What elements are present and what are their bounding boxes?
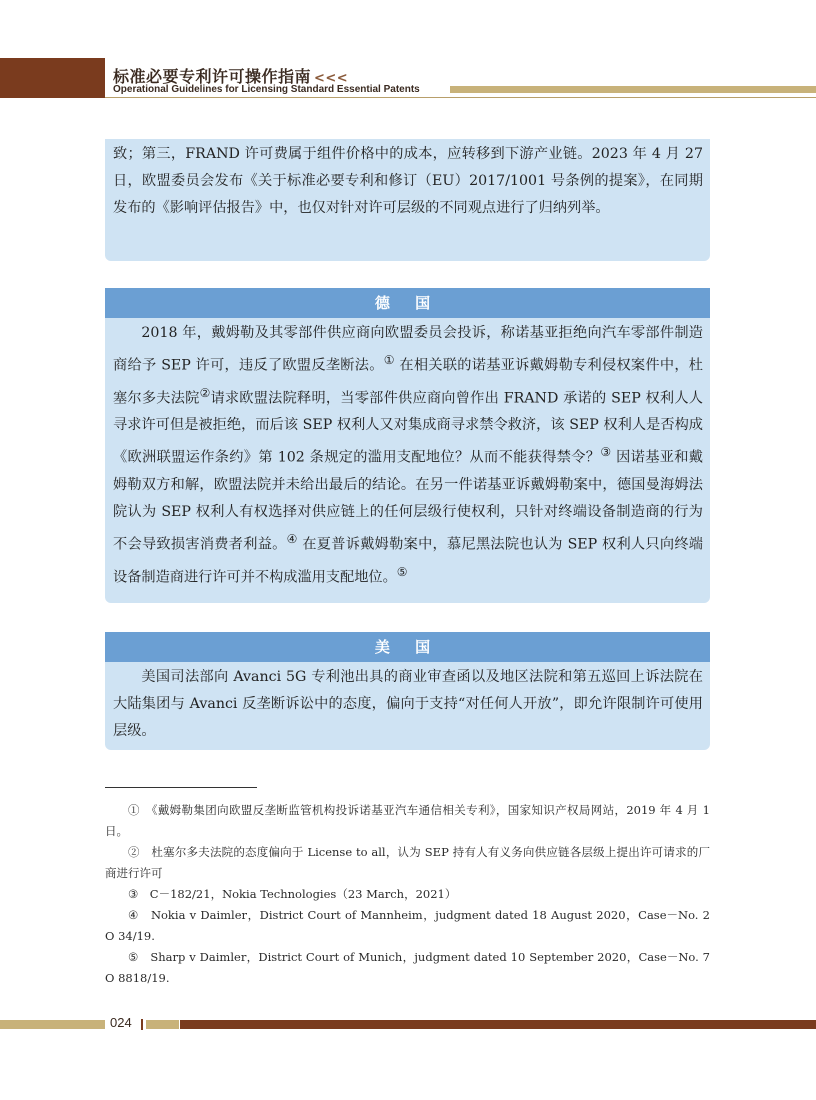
footer-gold-band xyxy=(0,1020,105,1029)
footnote-separator xyxy=(105,787,257,788)
footer-brown-band xyxy=(180,1020,816,1029)
footnote-4: ④ Nokia v Daimler，District Court of Mannheim，judgment dated 18 August 2020，Case－No. 2 O 34/19. xyxy=(105,908,710,943)
footnote-ref-1[interactable]: ① xyxy=(383,353,395,367)
footnote-ref-3[interactable]: ③ xyxy=(600,445,612,460)
germany-paragraph: 2018 年，戴姆勒及其零部件供应商向欧盟委员会投诉，称诺基亚拒绝向汽车零部件制造商给予 SEP 许可，违反了欧盟反垄断法。① 在相关联的诺基亚诉戴姆勒专利侵权案件中，杜塞尔多夫法院②请求欧盟法院释明，当零部件供应商向曾作出 FRAND 承诺的 SEP 权利人人寻求许可但是被拒绝，而后该 SEP 权利人又对集成商寻求禁令救济，该 SEP 权利人是否构成《欧洲联盟运作条约》第 102 条规定的滥用支配地位？从而不能获得禁令？③ 因诺基亚和戴姆勒双方和解，欧盟法院并未给出最后的结论。在另一件诺基亚诉戴姆勒案中，德国曼海姆法院认为 SEP 权利人有权选择对供应链上的任何层级行使权利，只针对终端设备制造商的行为不会导致损害消费者利益。④ 在夏普诉戴姆勒案中，慕尼黑法院也认为 SEP 权利人只向终端设备制造商进行许可并不构成滥用支配地位。⑤ xyxy=(113,325,703,586)
footnote-ref-2[interactable]: ② xyxy=(199,385,211,400)
usa-paragraph: 美国司法部向 Avanci 5G 专利池出具的商业审查函以及地区法院和第五巡回上诉法院在大陆集团与 Avanci 反垄断诉讼中的态度，偏向于支持“对任何人开放”，即允许限制许可使用层级。 xyxy=(113,669,703,739)
footer-divider xyxy=(141,1019,143,1030)
book-title: 标准必要专利许可操作指南 <<< xyxy=(113,67,349,86)
footer-gold-segment xyxy=(146,1020,179,1029)
header-gold-bar xyxy=(450,86,816,93)
page-number: 024 xyxy=(110,1015,132,1030)
footnote-ref-4[interactable]: ④ xyxy=(286,532,298,547)
footnote-1: ① 《戴姆勒集团向欧盟反垄断监管机构投诉诺基亚汽车通信相关专利》，国家知识产权局网站，2019 年 4 月 1 日。 xyxy=(105,803,710,838)
germany-box xyxy=(105,288,710,603)
eu-continuation-text: 致；第三，FRAND 许可费属于组件价格中的成本，应转移到下游产业链。2023 年 4 月 27 日，欧盟委员会发布《关于标准必要专利和修订（EU）2017/1001 号条例的提案》，在同期发布的《影响评估报告》中，也仅对针对许可层级的不同观点进行了归纳列举。 xyxy=(113,146,703,216)
header-brown-band xyxy=(0,58,105,98)
usa-heading: 美 国 xyxy=(105,632,710,662)
footnotes xyxy=(105,800,710,989)
title-marker: <<< xyxy=(314,71,349,86)
footnote-5: ⑤ Sharp v Daimler，District Court of Munich，judgment dated 10 September 2020，Case－No. 7 O 8818/19. xyxy=(105,950,710,985)
book-subtitle: Operational Guidelines for Licensing Standard Essential Patents xyxy=(113,84,420,95)
eu-continuation-box xyxy=(105,139,710,261)
footnote-2: ② 杜塞尔多夫法院的态度偏向于 License to all，认为 SEP 持有人有义务向供应链各层级上提出许可请求的厂商进行许可 xyxy=(105,845,710,880)
header-rule xyxy=(105,97,816,98)
footnote-3: ③ C－182/21，Nokia Technologies（23 March，2021） xyxy=(128,887,457,901)
germany-heading: 德 国 xyxy=(105,288,710,318)
footnote-ref-5[interactable]: ⑤ xyxy=(396,564,408,579)
usa-box xyxy=(105,632,710,750)
